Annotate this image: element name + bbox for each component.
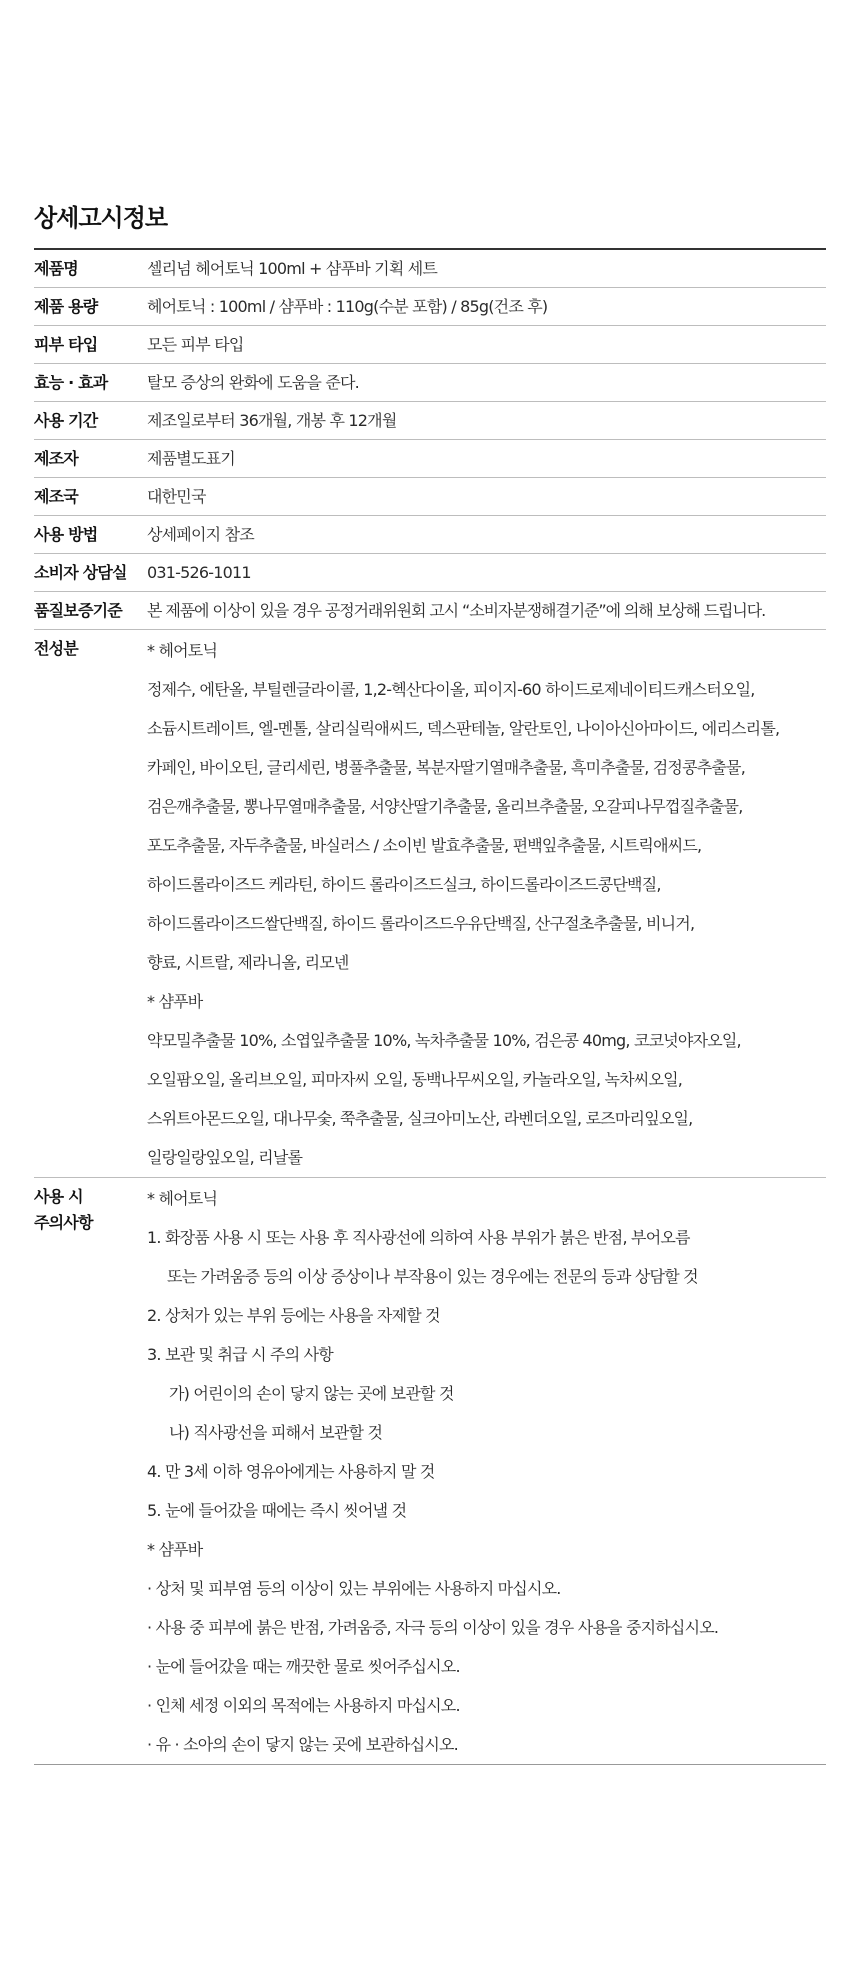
ingredient-line: 일랑일랑잎오일, 리날롤 bbox=[147, 1148, 303, 1167]
caution-line: 2. 상처가 있는 부위 등에는 사용을 자제할 것 bbox=[147, 1306, 440, 1325]
ingredient-line: 향료, 시트랄, 제라니올, 리모넨 bbox=[147, 953, 349, 972]
row-value: 제품별도표기 bbox=[147, 449, 235, 468]
ingredient-line: 카페인, 바이오틴, 글리세린, 병풀추출물, 복분자딸기열매추출물, 흑미추출물, 검정콩추출물, bbox=[147, 758, 745, 777]
ingredient-line: * 샴푸바 bbox=[147, 992, 203, 1011]
ingredient-line: 하이드롤라이즈드쌀단백질, 하이드 롤라이즈드우유단백질, 산구절초추출물, 비니거, bbox=[147, 914, 695, 933]
row-value: 헤어토닉 : 100ml / 샴푸바 : 110g(수분 포함) / 85g(건조 후) bbox=[147, 297, 548, 316]
row-value: 모든 피부 타입 bbox=[147, 335, 244, 354]
ingredient-line: * 헤어토닉 bbox=[147, 641, 218, 660]
row-label: 제조자 bbox=[34, 449, 78, 468]
ingredient-line: 약모밀추출물 10%, 소엽잎추출물 10%, 녹차추출물 10%, 검은콩 40mg, 코코넛야자오일, bbox=[147, 1031, 741, 1050]
row-value: 셀리넘 헤어토닉 100ml + 샴푸바 기획 세트 bbox=[147, 259, 438, 278]
caution-line: 5. 눈에 들어갔을 때에는 즉시 씻어낼 것 bbox=[147, 1501, 407, 1520]
row-customer-center bbox=[34, 553, 826, 591]
row-label: 제품 용량 bbox=[34, 297, 98, 316]
ingredient-line: 검은깨추출물, 뽕나무열매추출물, 서양산딸기추출물, 올리브추출물, 오갈피나무껍질추출물, bbox=[147, 797, 743, 816]
caution-line: 나) 직사광선을 피해서 보관할 것 bbox=[169, 1423, 383, 1442]
row-ingredients bbox=[34, 629, 826, 1177]
ingredient-line: 정제수, 에탄올, 부틸렌글라이콜, 1,2-헥산다이올, 피이지-60 하이드로제네이티드캐스터오일, bbox=[147, 680, 755, 699]
caution-line: · 눈에 들어갔을 때는 깨끗한 물로 씻어주십시오. bbox=[147, 1657, 460, 1676]
row-value: 탈모 증상의 완화에 도움을 준다. bbox=[147, 373, 359, 392]
row-label: 제품명 bbox=[34, 259, 78, 278]
row-country bbox=[34, 477, 826, 515]
ingredient-line: 포도추출물, 자두추출물, 바실러스 / 소이빈 발효추출물, 편백잎추출물, 시트릭애씨드, bbox=[147, 836, 702, 855]
caution-line: 4. 만 3세 이하 영유아에게는 사용하지 말 것 bbox=[147, 1462, 435, 1481]
section-title: 상세고시정보 bbox=[34, 204, 168, 232]
row-label: 사용 기간 bbox=[34, 411, 98, 430]
row-product-name bbox=[34, 250, 826, 287]
caution-line: 또는 가려움증 등의 이상 증상이나 부작용이 있는 경우에는 전문의 등과 상담할 것 bbox=[167, 1267, 698, 1286]
cautions-list bbox=[147, 1179, 826, 1764]
caution-line: · 사용 중 피부에 붉은 반점, 가려움증, 자극 등의 이상이 있을 경우 사용을 중지하십시오. bbox=[147, 1618, 719, 1637]
row-cautions bbox=[34, 1177, 826, 1764]
row-label: 효능 · 효과 bbox=[34, 373, 108, 392]
caution-line: · 상처 및 피부염 등의 이상이 있는 부위에는 사용하지 마십시오. bbox=[147, 1579, 561, 1598]
caution-line: · 인체 세정 이외의 목적에는 사용하지 마십시오. bbox=[147, 1696, 460, 1715]
row-value: 본 제품에 이상이 있을 경우 공정거래위원회 고시 “소비자분쟁해결기준”에 의해 보상해 드립니다. bbox=[147, 601, 766, 620]
caution-line: * 샴푸바 bbox=[147, 1540, 203, 1559]
row-label: 제조국 bbox=[34, 487, 78, 506]
row-value: 제조일로부터 36개월, 개봉 후 12개월 bbox=[147, 411, 397, 430]
ingredient-line: 소듐시트레이트, 엘-멘톨, 살리실릭애씨드, 덱스판테놀, 알란토인, 나이아신아마이드, 에리스리톨, bbox=[147, 719, 780, 738]
row-label: 소비자 상담실 bbox=[34, 563, 127, 582]
row-label: 전성분 bbox=[34, 639, 78, 658]
row-skin-type bbox=[34, 325, 826, 363]
product-notice-section bbox=[34, 200, 826, 1765]
caution-line: 3. 보관 및 취급 시 주의 사항 bbox=[147, 1345, 333, 1364]
row-label bbox=[34, 1179, 147, 1764]
row-quality-standard bbox=[34, 591, 826, 629]
row-value: 상세페이지 참조 bbox=[147, 525, 254, 544]
row-usage-period bbox=[34, 401, 826, 439]
row-label: 피부 타입 bbox=[34, 335, 98, 354]
caution-line: · 유 · 소아의 손이 닿지 않는 곳에 보관하십시오. bbox=[147, 1735, 458, 1754]
row-manufacturer bbox=[34, 439, 826, 477]
ingredients-list bbox=[147, 631, 826, 1177]
caution-line: 가) 어린이의 손이 닿지 않는 곳에 보관할 것 bbox=[169, 1384, 454, 1403]
cautions-label-line: 주의사항 bbox=[34, 1213, 93, 1232]
row-value: 031-526-1011 bbox=[147, 563, 251, 582]
ingredient-line: 하이드롤라이즈드 케라틴, 하이드 롤라이즈드실크, 하이드롤라이즈드콩단백질, bbox=[147, 875, 661, 894]
row-efficacy bbox=[34, 363, 826, 401]
ingredient-line: 오일팜오일, 올리브오일, 피마자씨 오일, 동백나무씨오일, 카놀라오일, 녹차씨오일, bbox=[147, 1070, 683, 1089]
ingredient-line: 스위트아몬드오일, 대나무숯, 쭉추출물, 실크아미노산, 라벤더오일, 로즈마리잎오일, bbox=[147, 1109, 693, 1128]
caution-line: 1. 화장품 사용 시 또는 사용 후 직사광선에 의하여 사용 부위가 붉은 반점, 부어오름 bbox=[147, 1228, 690, 1247]
row-capacity bbox=[34, 287, 826, 325]
row-value: 대한민국 bbox=[147, 487, 206, 506]
row-label: 사용 방법 bbox=[34, 525, 98, 544]
row-usage-method bbox=[34, 515, 826, 553]
row-label: 품질보증기준 bbox=[34, 601, 122, 620]
cautions-label-line: 사용 시 bbox=[34, 1187, 83, 1206]
caution-line: * 헤어토닉 bbox=[147, 1189, 218, 1208]
notice-table bbox=[34, 248, 826, 1765]
